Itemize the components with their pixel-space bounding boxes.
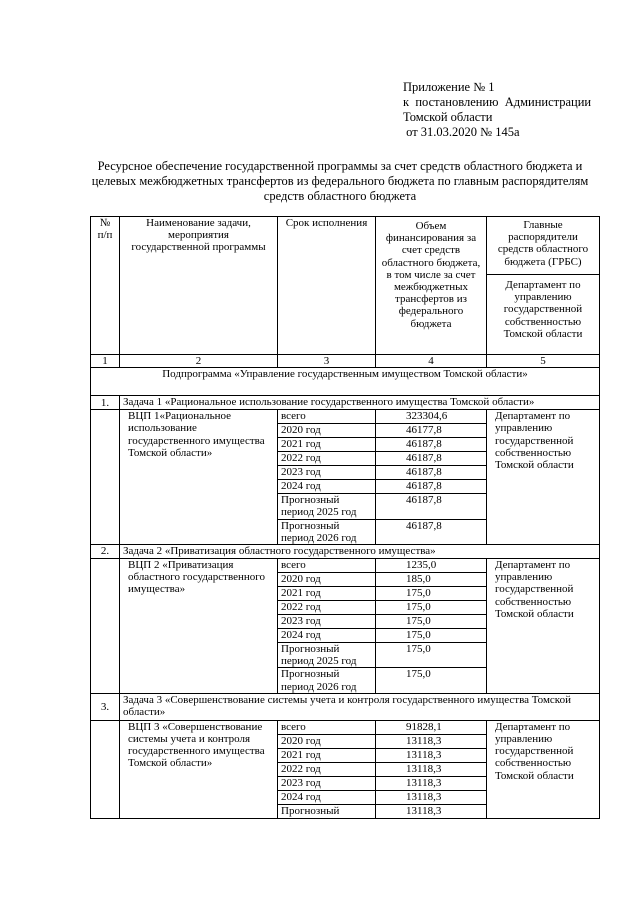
funding-value: 46187,8 — [376, 519, 487, 544]
department-name: Департамент по управлению государственной собственностью Томской области — [487, 720, 600, 818]
header-name: Наименование задачи, мероприятия государственной программы — [120, 217, 278, 355]
task-title: Задача 2 «Приватизация областного государственного имущества» — [120, 545, 600, 559]
term-cell: 2021 год — [278, 438, 376, 452]
term-cell: 2022 год — [278, 762, 376, 776]
column-number: 1 — [91, 355, 120, 368]
table-row — [91, 559, 600, 573]
appendix-line: Приложение № 1 — [403, 80, 495, 94]
term-cell: всего — [278, 720, 376, 734]
task-number-cell — [91, 410, 120, 545]
header-volume: Объем финансирования за счет средств областного бюджета, в том числе за счет межбюджетных трансфертов из федерального бюджета — [376, 217, 487, 355]
column-number: 4 — [376, 355, 487, 368]
term-cell: 2020 год — [278, 734, 376, 748]
resource-table — [90, 216, 600, 819]
appendix-line: от 31.03.2020 № 145а — [403, 125, 520, 139]
program-name: ВЦП 1«Рациональное использование государственного имущества Томской области» — [120, 410, 278, 545]
term-cell: 2021 год — [278, 587, 376, 601]
funding-value: 46187,8 — [376, 480, 487, 494]
department-name: Департамент по управлению государственной собственностью Томской области — [487, 559, 600, 694]
funding-value: 13118,3 — [376, 776, 487, 790]
task-title: Задача 1 «Рациональное использование государственного имущества Томской области» — [120, 396, 600, 410]
program-name: ВЦП 3 «Совершенствование системы учета и контроля государственного имущества Томской области» — [120, 720, 278, 818]
task-title: Задача 3 «Совершенствование системы учета и контроля государственного имущества Томской области» — [120, 693, 600, 720]
table-row — [91, 720, 600, 734]
term-cell: 2021 год — [278, 748, 376, 762]
funding-value: 175,0 — [376, 643, 487, 668]
header-dept: Департамент по управлению государственной собственностью Томской области — [487, 275, 600, 355]
funding-value: 323304,6 — [376, 410, 487, 424]
document-title: Ресурсное обеспечение государственной программы за счет средств областного бюджета и целевых межбюджетных трансфертов из федерального бюджета по главным распорядителям средств областного бюджета — [91, 159, 589, 203]
funding-value: 46187,8 — [376, 438, 487, 452]
funding-value: 13118,3 — [376, 804, 487, 818]
funding-value: 175,0 — [376, 601, 487, 615]
funding-value: 1235,0 — [376, 559, 487, 573]
task-header-row — [91, 545, 600, 559]
term-cell: 2022 год — [278, 452, 376, 466]
funding-value: 46177,8 — [376, 424, 487, 438]
term-cell: 2020 год — [278, 424, 376, 438]
task-header-row — [91, 693, 600, 720]
term-cell: Прогнозный период 2026 год — [278, 668, 376, 693]
funding-value: 13118,3 — [376, 748, 487, 762]
funding-value: 13118,3 — [376, 762, 487, 776]
term-cell: 2023 год — [278, 466, 376, 480]
task-number: 3. — [91, 693, 120, 720]
term-cell: Прогнозный — [278, 804, 376, 818]
term-cell: Прогнозный период 2025 год — [278, 494, 376, 519]
term-cell: 2023 год — [278, 615, 376, 629]
task-header-row — [91, 396, 600, 410]
task-number-cell — [91, 559, 120, 694]
term-cell: 2023 год — [278, 776, 376, 790]
term-cell: 2022 год — [278, 601, 376, 615]
column-number: 2 — [120, 355, 278, 368]
task-number: 2. — [91, 545, 120, 559]
header-grbs: Главные распорядители средств областного бюджета (ГРБС) — [487, 217, 600, 275]
funding-value: 175,0 — [376, 587, 487, 601]
funding-value: 91828,1 — [376, 720, 487, 734]
funding-value: 175,0 — [376, 668, 487, 693]
term-cell: Прогнозный период 2025 год — [278, 643, 376, 668]
funding-value: 175,0 — [376, 615, 487, 629]
funding-value: 185,0 — [376, 573, 487, 587]
column-number: 3 — [278, 355, 376, 368]
term-cell: всего — [278, 410, 376, 424]
subprogram-title: Подпрограмма «Управление государственным имуществом Томской области» — [91, 368, 600, 396]
task-number: 1. — [91, 396, 120, 410]
header-term: Срок исполнения — [278, 217, 376, 355]
program-name: ВЦП 2 «Приватизация областного государственного имущества» — [120, 559, 278, 694]
column-number: 5 — [487, 355, 600, 368]
term-cell: всего — [278, 559, 376, 573]
task-number-cell — [91, 720, 120, 818]
table-row — [91, 410, 600, 424]
appendix-line: Томской области — [403, 110, 493, 124]
funding-value: 46187,8 — [376, 452, 487, 466]
funding-value: 46187,8 — [376, 466, 487, 480]
appendix-line: к постановлению Администрации — [403, 95, 592, 109]
term-cell: 2020 год — [278, 573, 376, 587]
funding-value: 175,0 — [376, 629, 487, 643]
appendix-block — [403, 80, 591, 140]
funding-value: 13118,3 — [376, 734, 487, 748]
header-num: № п/п — [91, 217, 120, 355]
funding-value: 46187,8 — [376, 494, 487, 519]
term-cell: 2024 год — [278, 480, 376, 494]
department-name: Департамент по управлению государственной собственностью Томской области — [487, 410, 600, 545]
term-cell: Прогнозный период 2026 год — [278, 519, 376, 544]
funding-value: 13118,3 — [376, 790, 487, 804]
term-cell: 2024 год — [278, 790, 376, 804]
term-cell: 2024 год — [278, 629, 376, 643]
